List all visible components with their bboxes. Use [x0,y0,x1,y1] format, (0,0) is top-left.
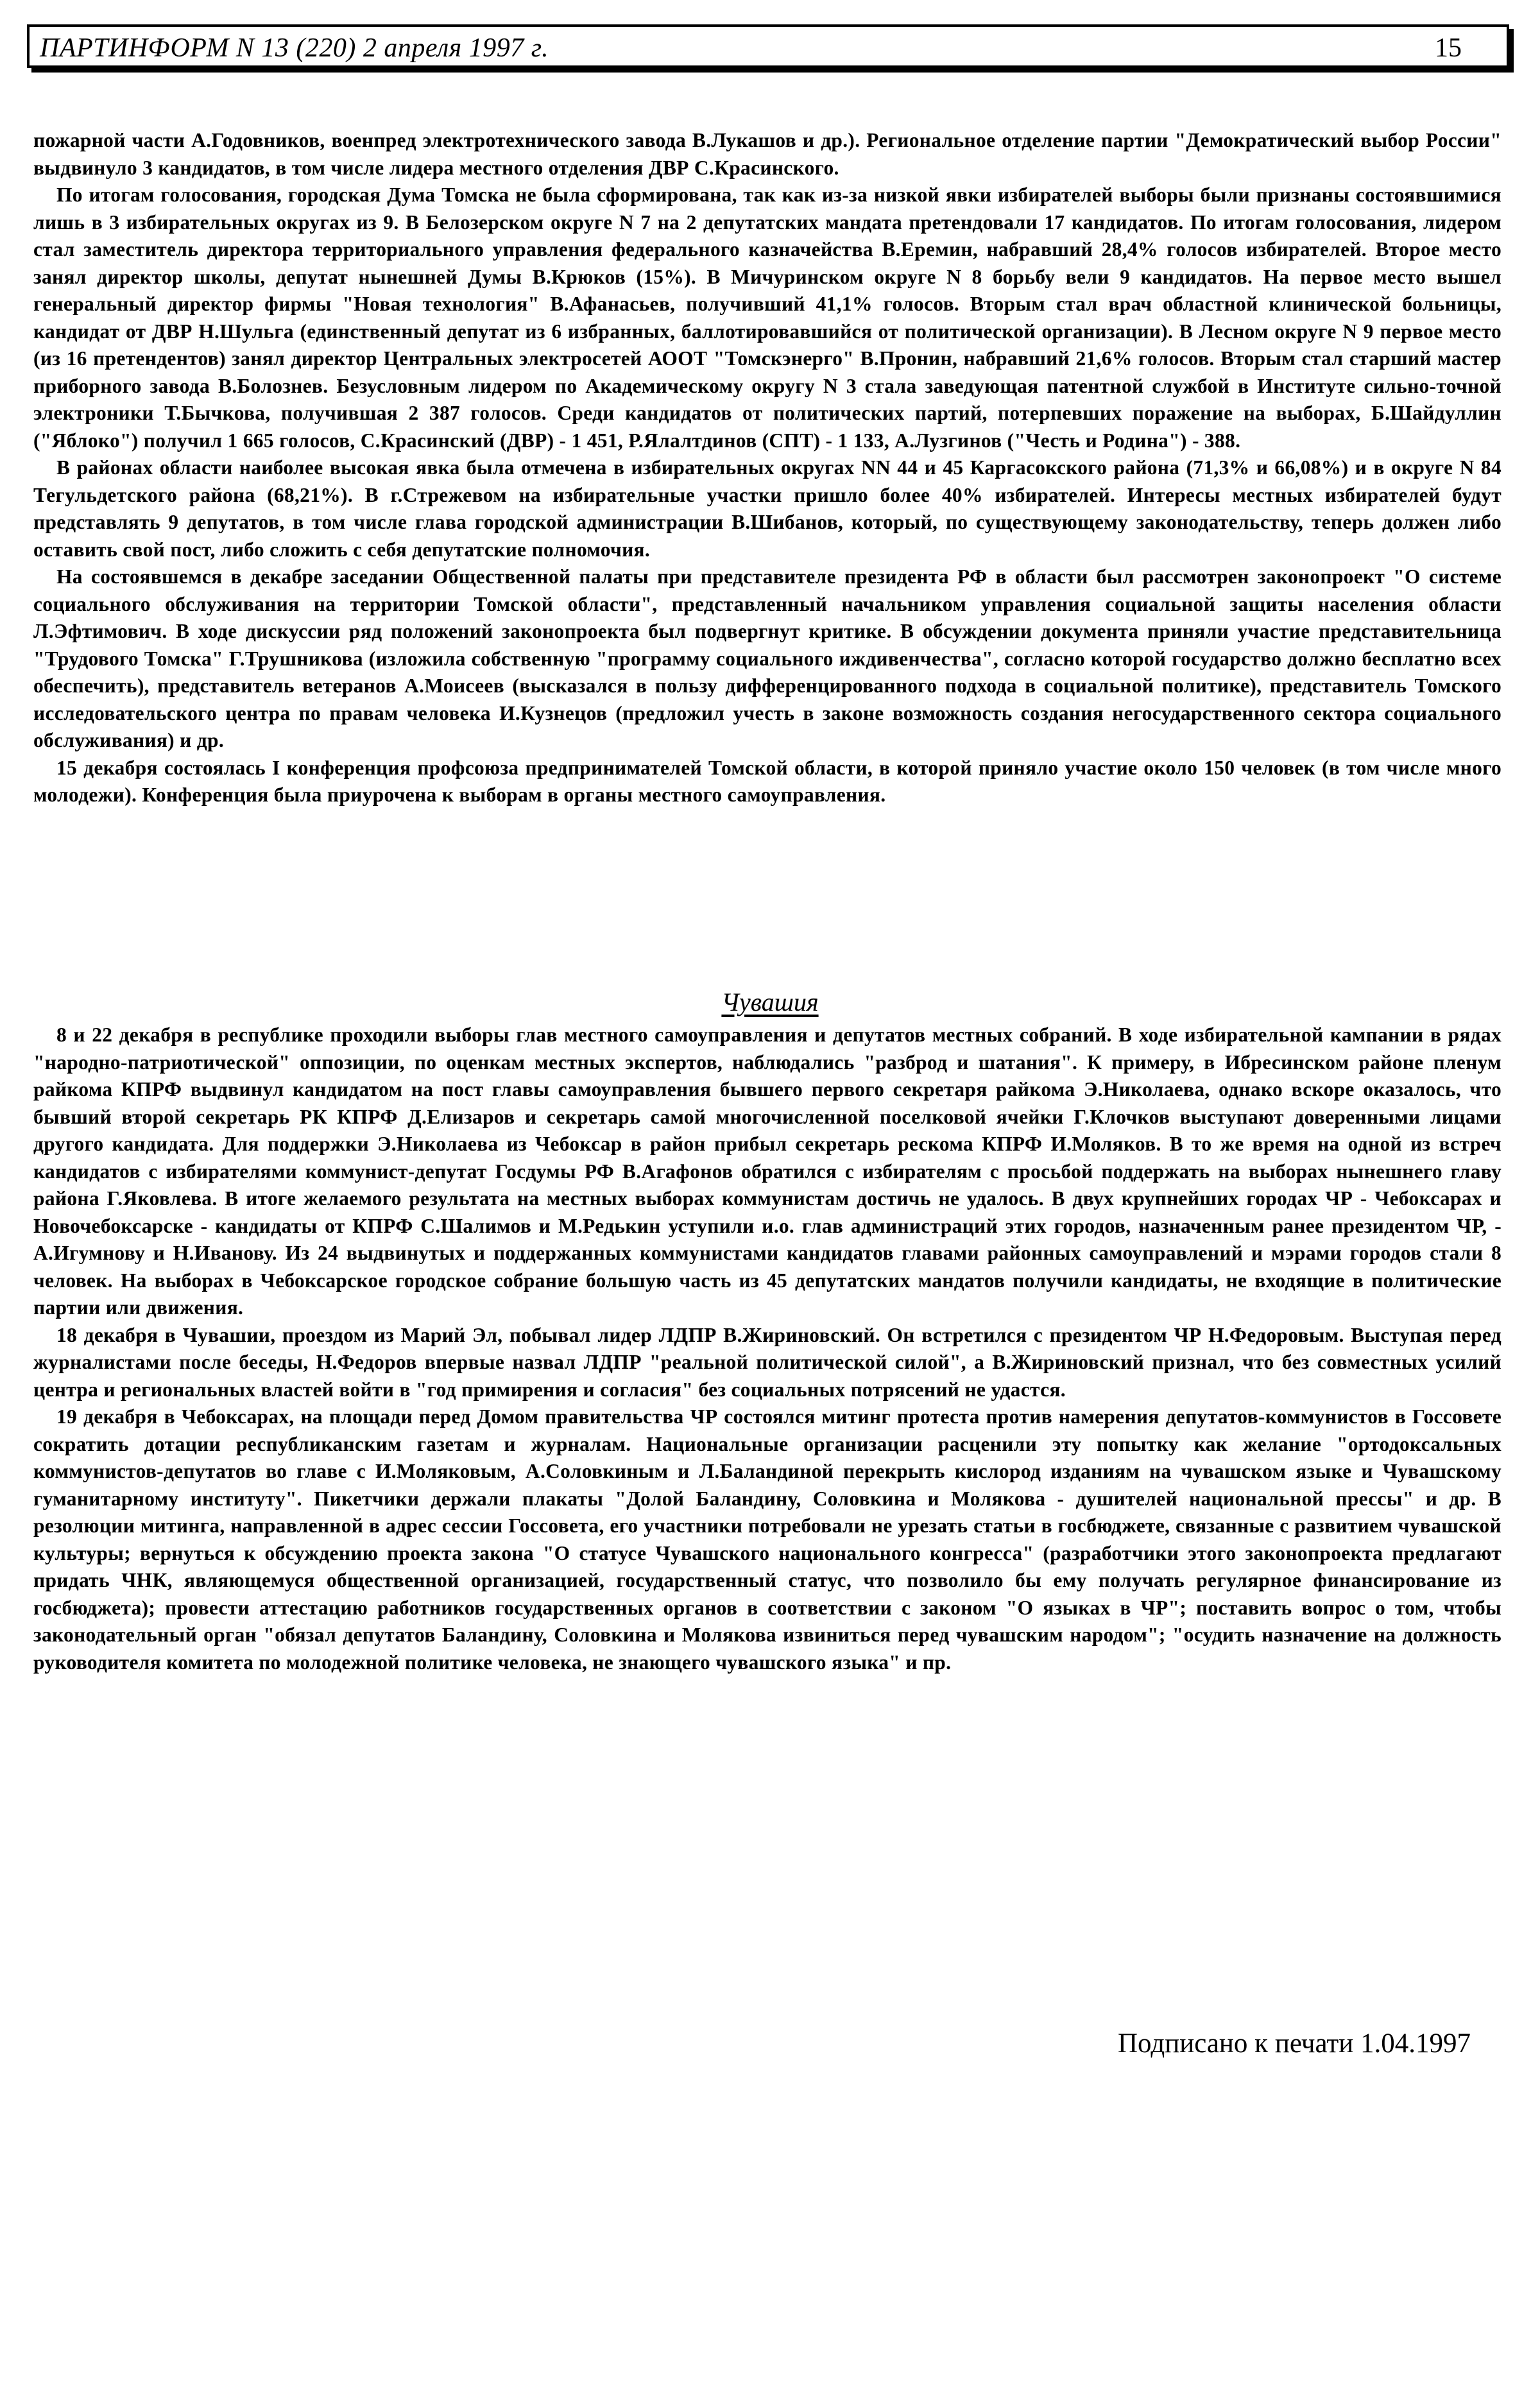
paragraph: По итогам голосования, городская Дума Томска не была сформирована, так как из-за низкой явки избирателей выборы были признаны состоявшимися лишь в 3 избирательных округах из 9. В Белозерском округе N 7 на 2 депутатских мандата претендовали 17 кандидатов. По итогам голосования, лидером стал заместитель директора территориального управления федерального казначейства В.Еремин, набравший 28,4% голосов избирателей. Второе место занял директор школы, депутат нынешней Думы В.Крюков (15%). В Мичуринском округе N 8 борьбу вели 9 кандидатов. На первое место вышел генеральный директор фирмы "Новая технология" В.Афанасьев, получивший 41,1% голосов. Вторым стал врач областной клинической больницы, кандидат от ДВР Н.Шульга (единственный депутат из 6 избранных, баллотировавшийся от политической организации). В Лесном округе N 9 первое место (из 16 претендентов) занял директор Центральных электросетей АООТ "Томскэнерго" В.Пронин, набравший 21,6% голосов. Вторым стал старший мастер приборного завода В.Болознев. Безусловным лидером по Академическому округу N 3 стала заведующая патентной службой в Институте сильно-точной электроники Т.Бычкова, получившая 2 387 голосов. Среди кандидатов от политических партий, потерпевших поражение на выборах, Б.Шайдуллин ("Яблоко") получил 1 665 голосов, С.Красинский (ДВР) - 1 451, Р.Ялалтдинов (СПТ) - 1 133, А.Лузгинов ("Честь и Родина") - 388. [33,184,1502,452]
paragraph: 8 и 22 декабря в республике проходили выборы глав местного самоуправления и депутатов местных собраний. В ходе избирательной кампании в рядах "народно-патриотической" оппозиции, по оценкам местных экспертов, наблюдались "разброд и шатания". К примеру, в Ибресинском районе пленум райкома КПРФ выдвинул кандидатом на пост главы самоуправления бывшего первого секретаря райкома Э.Николаева, однако вскоре оказалось, что бывший второй секретарь РК КПРФ Д.Елизаров и секретарь самой многочисленной поселковой ячейки Г.Клочков выступают доверенными лицами другого кандидата. Для поддержки Э.Николаева из Чебоксар в район прибыл секретарь рескома КПРФ И.Моляков. В то же время на одной из встреч кандидатов с избирателями коммунист-депутат Госдумы РФ В.Агафонов обратился с избирателям с просьбой поддержать на выборах нынешнего главу района Г.Яковлева. В итоге желаемого результата на местных выборах коммунистам достичь не удалось. В двух крупнейших городах ЧР - Чебоксарах и Новочебоксарске - кандидаты от КПРФ С.Шалимов и М.Редькин уступили и.о. глав администраций этих городов, назначенным ранее президентом ЧР, - А.Игумнову и Н.Иванову. Из 24 выдвинутых и поддержанных коммунистами кандидатов главами районных самоуправлений и мэрами городов стали 8 человек. На выборах в Чебоксарское городское собрание большую часть из 45 депутатских мандатов получили кандидаты, не входящие в политические партии или движения. [33,1024,1502,1319]
article-tomsk [33,127,1502,809]
paragraph: 18 декабря в Чувашии, проездом из Марий Эл, побывал лидер ЛДПР В.Жириновский. Он встретился с президентом ЧР Н.Федоровым. Выступая перед журналистами после беседы, Н.Федоров впервые назвал ЛДПР "реальной политической силой", а В.Жириновский признал, что без совместных усилий центра и региональных властей войти в "год примирения и согласия" без социальных потрясений не удастся. [33,1323,1502,1401]
paragraph: 19 декабря в Чебоксарах, на площади перед Домом правительства ЧР состоялся митинг протеста против намерения депутатов-коммунистов в Госсовете сократить дотации республиканским газетам и журналам. Национальные организации расценили эту попытку как желание "ортодоксальных коммунистов-депутатов во главе с И.Моляковым, А.Соловкиным и Л.Баландиной перекрыть кислород изданиям на чувашском языке и Чувашскому гуманитарному институту". Пикетчики держали плакаты "Долой Баландину, Соловкина и Молякова - душителей национальной прессы" и др. В резолюции митинга, направленной в адрес сессии Госсовета, его участники потребовали не урезать статьи в госбюджете, связанные с развитием чувашской культуры; вернуться к обсуждению проекта закона "О статусе Чувашского национального конгресса" (разработчики этого законопроекта предлагают придать ЧНК, являющемуся общественной организацией, государственный статус, что позволило бы ему получать регулярное финансирование из госбюджета); провести аттестацию работников государственных органов в соответствии с законом "О языках в ЧР"; поставить вопрос о том, чтобы законодательный орган "обязал депутатов Баландину, Соловкина и Молякова извиниться перед чувашским народом"; "осудить назначение на должность руководителя комитета по молодежной политике человека, не знающего чувашского языка" и пр. [33,1405,1502,1674]
article-chuvashia [33,1022,1502,1676]
page-number: 15 [1435,33,1462,63]
paragraph: В районах области наиболее высокая явка была отмечена в избирательных округах NN 44 и 45 Каргасокского района (71,3% и 66,08%) и в округе N 84 Тегульдетского района (68,21%). В г.Стрежевом на избирательные участки пришло более 40% избирателей. Интересы местных избирателей будут представлять 9 депутатов, в том числе глава городской администрации В.Шибанов, который, по существующему законодательству, теперь должен либо оставить свой пост, либо сложить с себя депутатские полномочия. [33,456,1502,561]
paragraph: На состоявшемся в декабре заседании Общественной палаты при представителе президента РФ в области был рассмотрен законопроект "О системе социального обслуживания на территории Томской области", представленный начальником управления социальной защиты населения области Л.Эфтимович. В ходе дискуссии ряд положений законопроекта был подвергнут критике. В обсуждении документа приняли участие представительница "Трудового Томска" Г.Трушникова (изложила собственную "программу социального иждивенчества", согласно которой государство должно бесплатно всех обеспечить), представитель ветеранов А.Моисеев (высказался в пользу дифференцированного подхода в социальной политике), представитель Томского исследовательского центра по правам человека И.Кузнецов (предложил учесть в законе возможность создания негосударственного сектора социального обслуживания) и др. [33,565,1502,751]
paragraph: пожарной части А.Годовников, военпред электротехнического завода В.Лукашов и др.). Региональное отделение партии "Демократический выбор России" выдвинуло 3 кандидатов, в том числе лидера местного отделения ДВР С.Красинского. [33,129,1502,179]
print-signature: Подписано к печати 1.04.1997 [1118,2028,1471,2059]
page-header [27,24,1509,68]
section-title-chuvashia: Чувашия [721,988,819,1016]
paragraph: 15 декабря состоялась I конференция профсоюза предпринимателей Томской области, в которой приняло участие около 150 человек (в том числе много молодежи). Конференция была приурочена к выборам в органы местного самоуправления. [33,756,1502,806]
publication-title: ПАРТИНФОРМ N 13 (220) 2 апреля 1997 г. [40,33,549,63]
